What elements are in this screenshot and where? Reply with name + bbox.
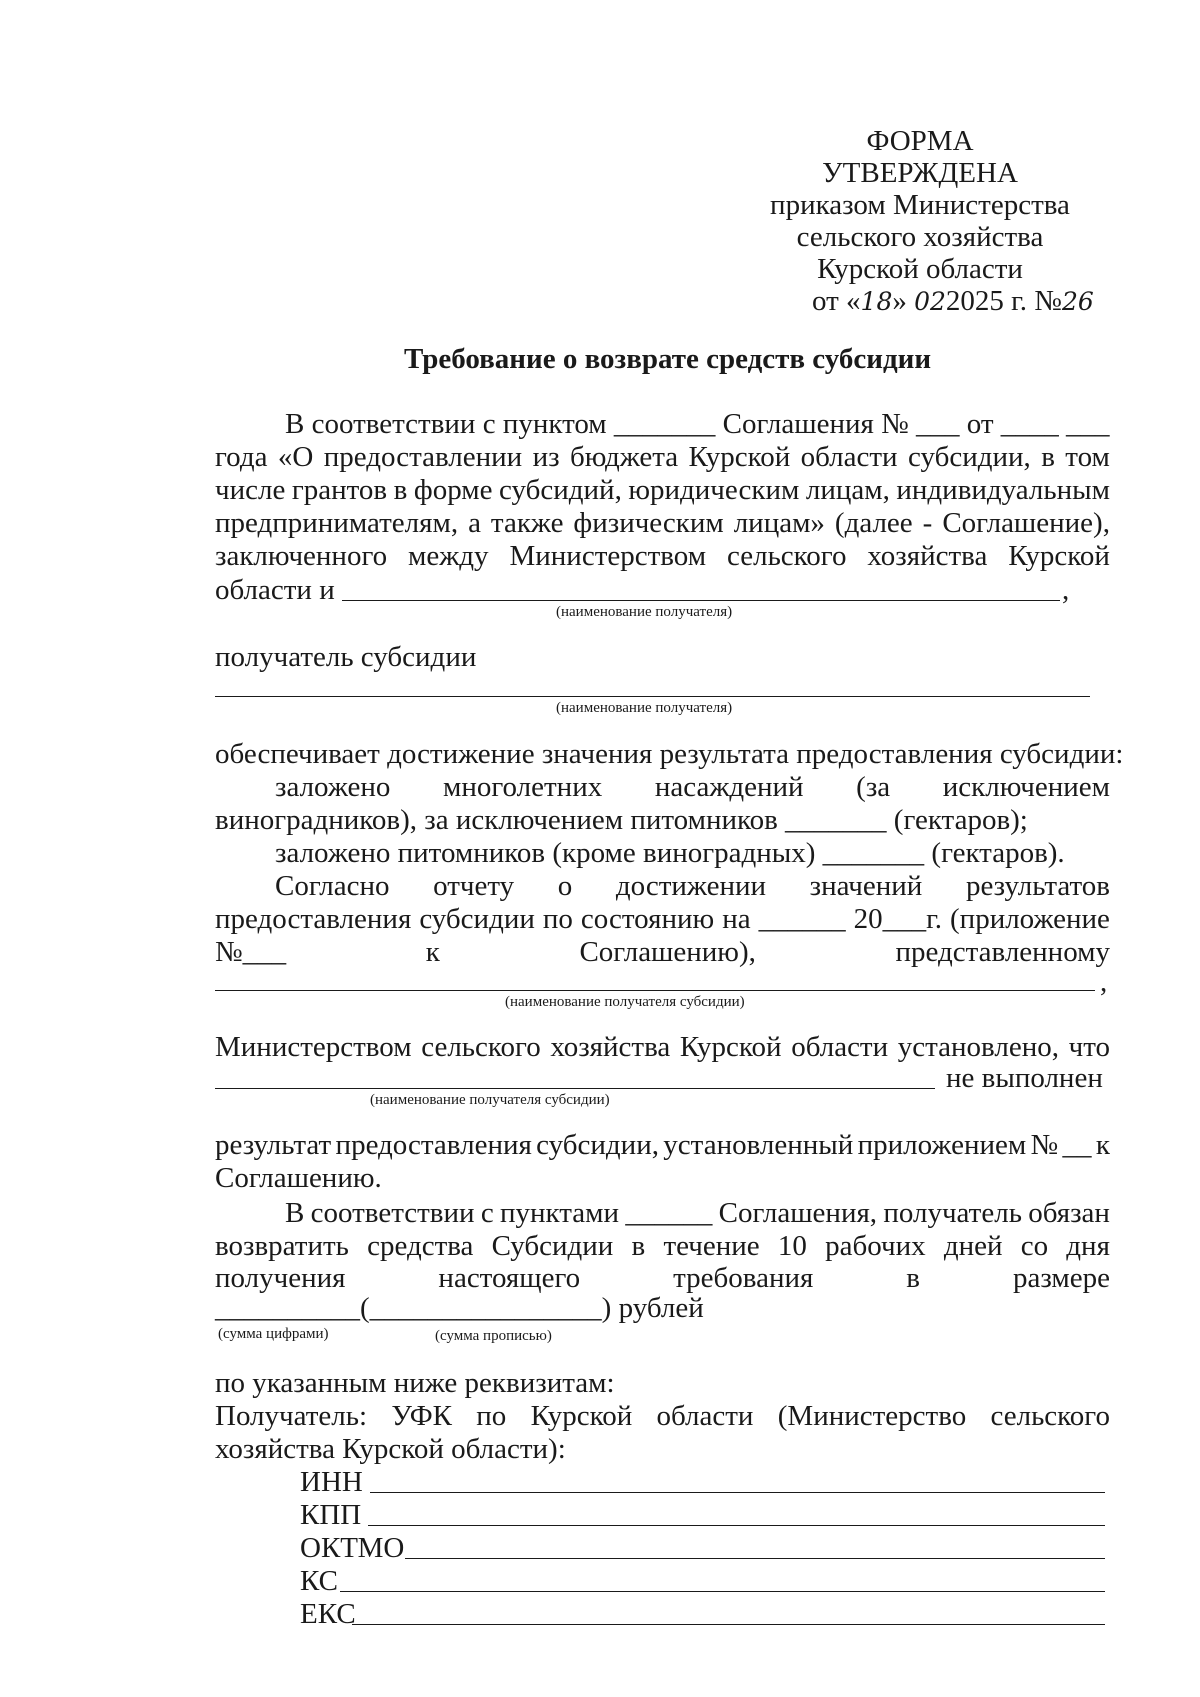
recipient-name-caption-1: (наименование получателя) <box>556 604 733 620</box>
recipient-name-caption-2: (наименование получателя) <box>556 700 733 716</box>
amount-words-blank: ________________ <box>369 1292 602 1324</box>
para2-line4: заложено питомников (кроме виноградных) _______ (гектаров). <box>275 837 1065 869</box>
amount-currency: ) рублей <box>601 1292 704 1324</box>
para3-line2: предоставления субсидии по состоянию на ______ 20___г. (приложение <box>215 903 1110 935</box>
amount-digits-blank: __________( <box>215 1292 370 1324</box>
approval-approved-label: УТВЕРЖДЕНА <box>822 157 1018 189</box>
non-fulfilled-recipient-blank <box>215 1088 935 1089</box>
kpp-blank <box>368 1525 1105 1526</box>
approval-form-label: ФОРМА <box>866 125 974 157</box>
para2-line1: обеспечивает достижение значения результата предоставления субсидии: <box>215 738 1124 770</box>
para1-line6: области и <box>215 574 335 606</box>
details-recipient-line: Получатель: УФК по Курской области (Министерство сельского <box>215 1400 1110 1432</box>
recipient-label: получатель субсидии <box>215 641 477 673</box>
approval-block <box>770 125 1070 285</box>
eks-blank <box>352 1624 1105 1625</box>
para3-comma: , <box>1100 966 1108 998</box>
recipient-name-blank-1 <box>342 600 1060 601</box>
inn-label: ИНН <box>300 1466 363 1498</box>
ks-blank <box>340 1591 1105 1592</box>
report-recipient-caption: (наименование получателя субсидии) <box>505 994 745 1010</box>
approval-date-line: от «18» 022025 г. №26 <box>812 285 1094 317</box>
eks-label: ЕКС <box>300 1598 356 1630</box>
para1-line1: В соответствии с пунктом _______ Соглашения № ___ от ____ ___ <box>285 408 1110 440</box>
para4-line3: результат предоставления субсидии, установленный приложением № __ к <box>215 1129 1110 1161</box>
para2-line2: заложено многолетних насаждений (за исключением <box>275 771 1110 803</box>
para4-line1: Министерством сельского хозяйства Курской области установлено, что <box>215 1031 1110 1063</box>
amount-words-caption: (сумма прописью) <box>435 1328 552 1344</box>
para2-line3: виноградников), за исключением питомников _______ (гектаров); <box>215 804 1028 836</box>
non-fulfilled-recipient-caption: (наименование получателя субсидии) <box>370 1092 610 1108</box>
document-title: Требование о возврате средств субсидии <box>404 343 932 375</box>
ks-label: КС <box>300 1565 338 1597</box>
para1-line5: заключенного между Министерством сельского хозяйства Курской <box>215 540 1110 572</box>
kpp-label: КПП <box>300 1499 362 1531</box>
para3-line3: №___ к Соглашению), представленному <box>215 936 1110 968</box>
details-recipient-line2: хозяйства Курской области): <box>215 1433 566 1465</box>
para4-line4: Соглашению. <box>215 1162 382 1194</box>
approval-day: 18 <box>860 287 893 316</box>
approval-order-line: приказом Министерства <box>770 189 1070 221</box>
details-intro: по указанным ниже реквизитам: <box>215 1367 615 1399</box>
para1-line2: года «О предоставлении из бюджета Курской области субсидии, в том <box>215 441 1110 473</box>
para5-amount-line <box>215 1292 704 1324</box>
inn-blank <box>370 1492 1105 1493</box>
recipient-name-blank-2 <box>215 696 1090 697</box>
para5-line1: В соответствии с пунктами ______ Соглашения, получатель обязан <box>285 1197 1110 1229</box>
para5-line2: возвратить средства Субсидии в течение 10 рабочих дней со дня <box>215 1230 1110 1262</box>
oktmo-label: ОКТМО <box>300 1532 405 1564</box>
para3-line1: Согласно отчету о достижении значений результатов <box>275 870 1110 902</box>
para1-line3: числе грантов в форме субсидий, юридическим лицам, индивидуальным <box>215 474 1110 506</box>
para5-line3: получения настоящего требования в размере <box>215 1262 1110 1294</box>
para1-comma: , <box>1062 574 1070 606</box>
approval-region-line: Курской области <box>817 253 1023 285</box>
report-recipient-blank <box>215 990 1095 991</box>
amount-digits-caption: (сумма цифрами) <box>218 1326 329 1342</box>
approval-ministry-line: сельского хозяйства <box>796 221 1044 253</box>
approval-month: 02 <box>914 287 946 316</box>
approval-number: 26 <box>1061 287 1094 316</box>
para1-line4: предпринимателям, а также физическим лицам» (далее - Соглашение), <box>215 507 1110 539</box>
oktmo-blank <box>405 1558 1105 1559</box>
para4-not-fulfilled: не выполнен <box>946 1062 1103 1094</box>
